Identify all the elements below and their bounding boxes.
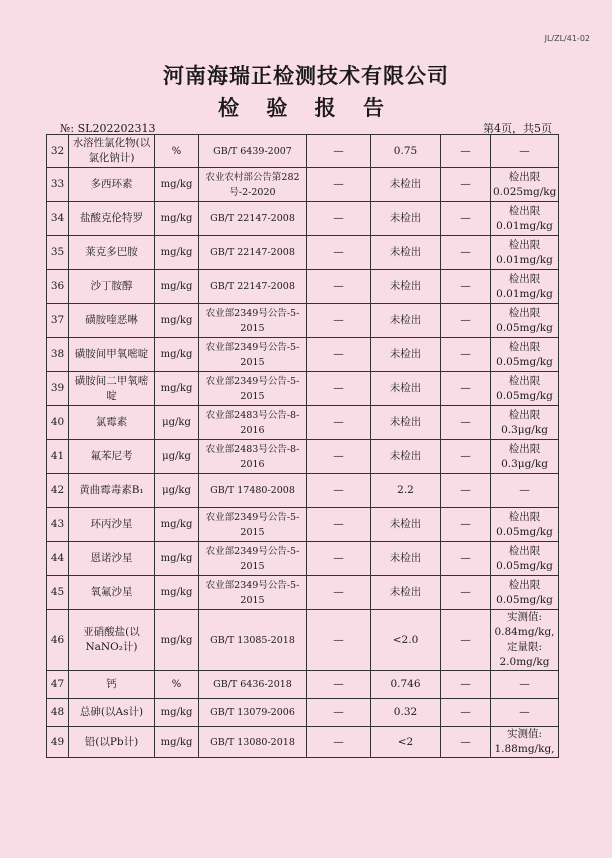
standard-value-cell: — [307, 236, 371, 270]
remark-cell: 检出限 0.025mg/kg [491, 168, 559, 202]
remark-cell: — [491, 474, 559, 508]
row-number-cell: 38 [47, 338, 69, 372]
test-item-cell: 钙 [69, 671, 155, 699]
result-cell: 2.2 [371, 474, 441, 508]
method-cell: 农业农村部公告第282号-2-2020 [199, 168, 307, 202]
remark-cell: 检出限 0.01mg/kg [491, 236, 559, 270]
standard-value-cell: — [307, 508, 371, 542]
judgement-cell: — [441, 270, 491, 304]
judgement-cell: — [441, 610, 491, 671]
test-item-cell: 莱克多巴胺 [69, 236, 155, 270]
judgement-cell: — [441, 576, 491, 610]
remark-cell: 检出限 0.01mg/kg [491, 202, 559, 236]
table-row [47, 508, 559, 542]
remark-cell: 检出限 0.3μg/kg [491, 406, 559, 440]
row-number-cell: 47 [47, 671, 69, 699]
unit-cell: mg/kg [155, 304, 199, 338]
company-name: 河南海瑞正检测技术有限公司 [163, 63, 449, 88]
row-number-cell: 42 [47, 474, 69, 508]
unit-cell: mg/kg [155, 372, 199, 406]
test-item-cell: 磺胺间甲氧嘧啶 [69, 338, 155, 372]
method-cell: GB/T 6436-2018 [199, 671, 307, 699]
result-cell: 未检出 [371, 576, 441, 610]
method-cell: 农业部2349号公告-5-2015 [199, 338, 307, 372]
page-indicator: 第4页，共5页 [483, 122, 552, 135]
remark-cell: 检出限 0.05mg/kg [491, 338, 559, 372]
remark-cell: 检出限 0.05mg/kg [491, 304, 559, 338]
test-item-cell: 水溶性氯化物(以氯化钠计) [69, 135, 155, 168]
result-cell: 未检出 [371, 168, 441, 202]
result-cell: 未检出 [371, 304, 441, 338]
result-cell: 未检出 [371, 508, 441, 542]
table-row [47, 542, 559, 576]
standard-value-cell: — [307, 406, 371, 440]
table-row [47, 338, 559, 372]
remark-cell: 检出限 0.05mg/kg [491, 542, 559, 576]
judgement-cell: — [441, 699, 491, 727]
result-cell: <2.0 [371, 610, 441, 671]
unit-cell: mg/kg [155, 542, 199, 576]
test-item-cell: 环丙沙星 [69, 508, 155, 542]
table-row [47, 727, 559, 758]
standard-value-cell: — [307, 440, 371, 474]
row-number-cell: 40 [47, 406, 69, 440]
table-row [47, 236, 559, 270]
table-row [47, 372, 559, 406]
remark-cell: 检出限 0.05mg/kg [491, 372, 559, 406]
table-row [47, 440, 559, 474]
method-cell: 农业部2349号公告-5-2015 [199, 304, 307, 338]
row-number-cell: 33 [47, 168, 69, 202]
test-item-cell: 恩诺沙星 [69, 542, 155, 576]
table-row [47, 671, 559, 699]
result-cell: 未检出 [371, 542, 441, 576]
standard-value-cell: — [307, 338, 371, 372]
method-cell: GB/T 13079-2006 [199, 699, 307, 727]
test-item-cell: 磺胺间二甲氧嘧啶 [69, 372, 155, 406]
remark-cell: 检出限 0.01mg/kg [491, 270, 559, 304]
row-number-cell: 41 [47, 440, 69, 474]
standard-value-cell: — [307, 610, 371, 671]
method-cell: 农业部2349号公告-5-2015 [199, 576, 307, 610]
standard-value-cell: — [307, 168, 371, 202]
standard-value-cell: — [307, 727, 371, 758]
unit-cell: mg/kg [155, 270, 199, 304]
standard-value-cell: — [307, 270, 371, 304]
standard-value-cell: — [307, 372, 371, 406]
method-cell: GB/T 17480-2008 [199, 474, 307, 508]
method-cell: GB/T 22147-2008 [199, 202, 307, 236]
judgement-cell: — [441, 135, 491, 168]
row-number-cell: 46 [47, 610, 69, 671]
table-row [47, 135, 559, 168]
table-row [47, 270, 559, 304]
remark-cell: 实测值: 0.84mg/kg, 定量限: 2.0mg/kg [491, 610, 559, 671]
unit-cell: % [155, 671, 199, 699]
standard-value-cell: — [307, 474, 371, 508]
remark-cell: 检出限 0.05mg/kg [491, 576, 559, 610]
result-cell: 未检出 [371, 202, 441, 236]
test-item-cell: 铅(以Pb计) [69, 727, 155, 758]
result-cell: 0.32 [371, 699, 441, 727]
judgement-cell: — [441, 168, 491, 202]
table-row [47, 576, 559, 610]
row-number-cell: 48 [47, 699, 69, 727]
judgement-cell: — [441, 727, 491, 758]
unit-cell: mg/kg [155, 576, 199, 610]
row-number-cell: 45 [47, 576, 69, 610]
unit-cell: mg/kg [155, 699, 199, 727]
unit-cell: μg/kg [155, 406, 199, 440]
table-row [47, 406, 559, 440]
result-cell: <2 [371, 727, 441, 758]
method-cell: 农业部2483号公告-8-2016 [199, 440, 307, 474]
remark-cell: — [491, 699, 559, 727]
document-code: JL/ZL/41-02 [544, 34, 590, 43]
test-item-cell: 盐酸克伦特罗 [69, 202, 155, 236]
result-cell: 未检出 [371, 372, 441, 406]
judgement-cell: — [441, 508, 491, 542]
results-table [46, 134, 559, 758]
table-row [47, 304, 559, 338]
table-row [47, 610, 559, 671]
standard-value-cell: — [307, 135, 371, 168]
unit-cell: % [155, 135, 199, 168]
test-item-cell: 氧氟沙星 [69, 576, 155, 610]
judgement-cell: — [441, 542, 491, 576]
method-cell: GB/T 13080-2018 [199, 727, 307, 758]
method-cell: GB/T 22147-2008 [199, 236, 307, 270]
result-cell: 0.75 [371, 135, 441, 168]
test-item-cell: 总砷(以As计) [69, 699, 155, 727]
result-cell: 未检出 [371, 440, 441, 474]
method-cell: GB/T 22147-2008 [199, 270, 307, 304]
row-number-cell: 32 [47, 135, 69, 168]
table-row [47, 202, 559, 236]
test-item-cell: 氯霉素 [69, 406, 155, 440]
unit-cell: mg/kg [155, 236, 199, 270]
result-cell: 未检出 [371, 236, 441, 270]
row-number-cell: 39 [47, 372, 69, 406]
standard-value-cell: — [307, 304, 371, 338]
remark-cell: 检出限 0.05mg/kg [491, 508, 559, 542]
unit-cell: μg/kg [155, 440, 199, 474]
table-row [47, 699, 559, 727]
test-item-cell: 黄曲霉毒素B₁ [69, 474, 155, 508]
result-cell: 未检出 [371, 270, 441, 304]
method-cell: 农业部2483号公告-8-2016 [199, 406, 307, 440]
unit-cell: mg/kg [155, 610, 199, 671]
row-number-cell: 43 [47, 508, 69, 542]
remark-cell: — [491, 671, 559, 699]
unit-cell: mg/kg [155, 727, 199, 758]
unit-cell: mg/kg [155, 508, 199, 542]
row-number-cell: 37 [47, 304, 69, 338]
row-number-cell: 49 [47, 727, 69, 758]
results-table-body [47, 135, 559, 758]
judgement-cell: — [441, 406, 491, 440]
judgement-cell: — [441, 372, 491, 406]
unit-cell: μg/kg [155, 474, 199, 508]
method-cell: 农业部2349号公告-5-2015 [199, 508, 307, 542]
standard-value-cell: — [307, 699, 371, 727]
unit-cell: mg/kg [155, 202, 199, 236]
test-item-cell: 沙丁胺醇 [69, 270, 155, 304]
judgement-cell: — [441, 440, 491, 474]
result-cell: 未检出 [371, 406, 441, 440]
row-number-cell: 35 [47, 236, 69, 270]
standard-value-cell: — [307, 671, 371, 699]
method-cell: 农业部2349号公告-5-2015 [199, 372, 307, 406]
test-item-cell: 氟苯尼考 [69, 440, 155, 474]
table-row [47, 168, 559, 202]
method-cell: GB/T 6439-2007 [199, 135, 307, 168]
result-cell: 0.746 [371, 671, 441, 699]
judgement-cell: — [441, 474, 491, 508]
judgement-cell: — [441, 304, 491, 338]
report-number: №: SL202202313 [60, 122, 156, 135]
test-item-cell: 多西环素 [69, 168, 155, 202]
judgement-cell: — [441, 202, 491, 236]
unit-cell: mg/kg [155, 338, 199, 372]
test-item-cell: 亚硝酸盐(以NaNO₂计) [69, 610, 155, 671]
standard-value-cell: — [307, 576, 371, 610]
judgement-cell: — [441, 236, 491, 270]
standard-value-cell: — [307, 202, 371, 236]
judgement-cell: — [441, 671, 491, 699]
remark-cell: 检出限 0.3μg/kg [491, 440, 559, 474]
method-cell: 农业部2349号公告-5-2015 [199, 542, 307, 576]
report-title: 检 验 报 告 [218, 95, 394, 120]
remark-cell: — [491, 135, 559, 168]
table-row [47, 474, 559, 508]
result-cell: 未检出 [371, 338, 441, 372]
test-item-cell: 磺胺喹恶啉 [69, 304, 155, 338]
row-number-cell: 34 [47, 202, 69, 236]
standard-value-cell: — [307, 542, 371, 576]
method-cell: GB/T 13085-2018 [199, 610, 307, 671]
judgement-cell: — [441, 338, 491, 372]
row-number-cell: 44 [47, 542, 69, 576]
row-number-cell: 36 [47, 270, 69, 304]
remark-cell: 实测值: 1.88mg/kg, [491, 727, 559, 758]
unit-cell: mg/kg [155, 168, 199, 202]
